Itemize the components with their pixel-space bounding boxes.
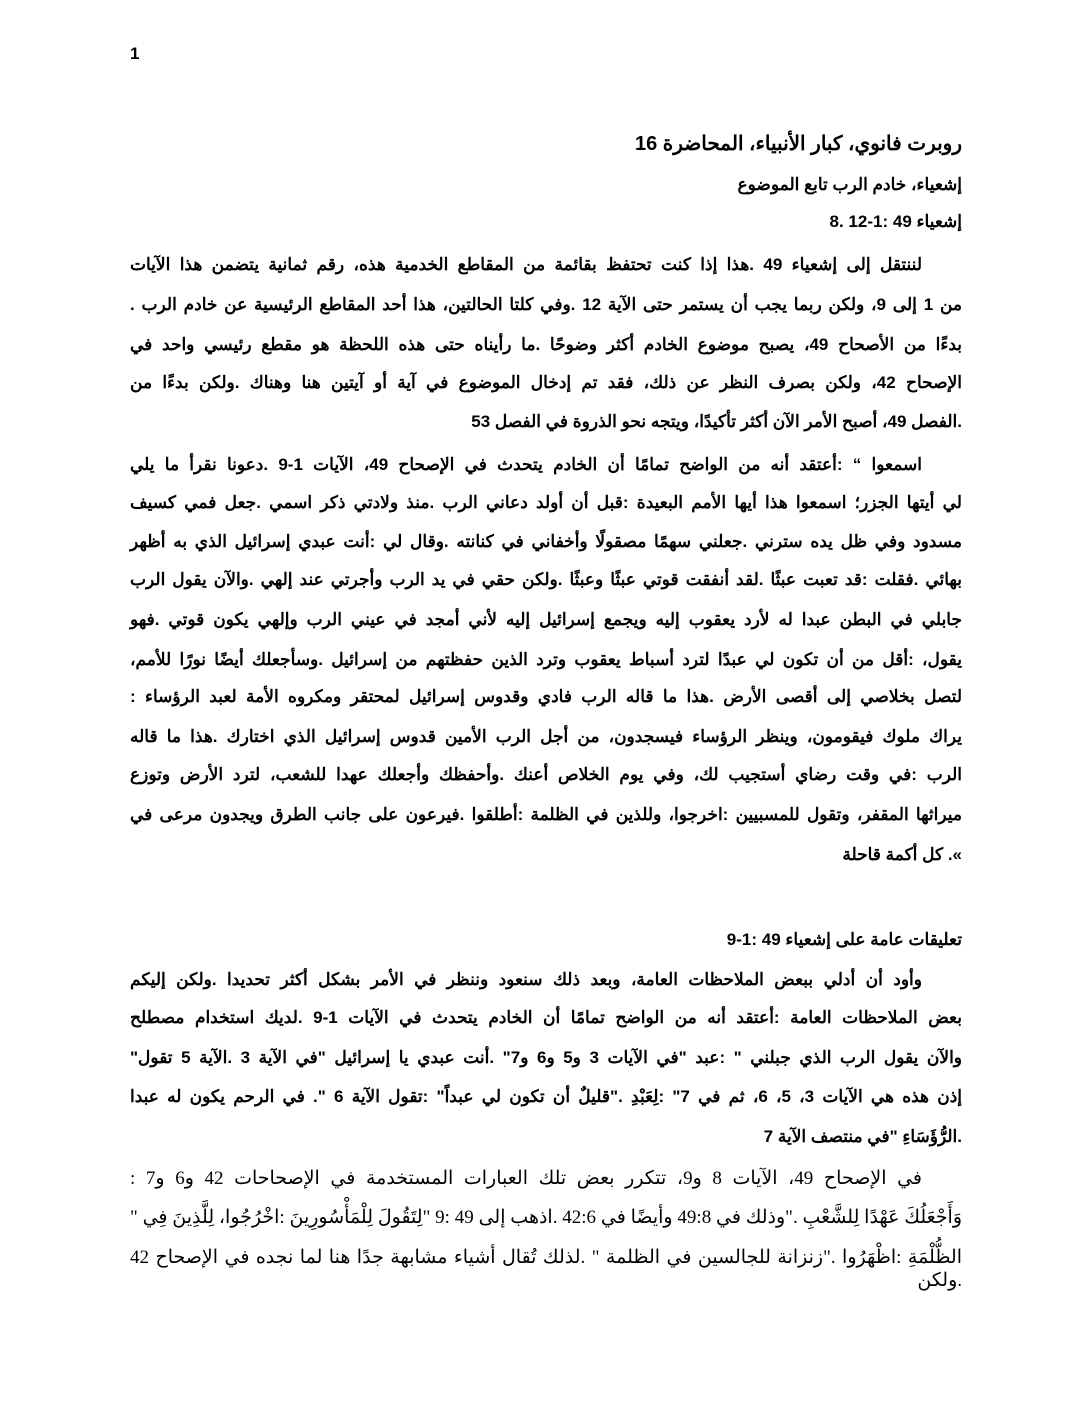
- text-line: جابلي في البطن عبدا له لأرد يعقوب إليه ويجمع إسرائيل إليه لأني أمجد في عيني الرب وإلهي يكون قوتي .فهو: [130, 610, 962, 629]
- text-line: .الفصل 49، أصبح الأمر الآن أكثر تأكيدًا، ويتجه نحو الذروة في الفصل 53: [471, 412, 962, 431]
- text-line: .الرُّؤَسَاءِ "في منتصف الآية 7: [763, 1127, 962, 1146]
- document-subtitle: إشعياء، خادم الرب تابع الموضوع: [737, 175, 962, 194]
- text-line: والآن يقول الرب الذي جبلني " :عبد "في الآيات 3 و5 و6 و7" .أنت عبدي يا إسرائيل "في الآية 3 .الآية 5 تقول": [130, 1048, 963, 1067]
- text-line: في الإصحاح 49، الآيات 8 و9، تتكرر بعض تلك العبارات المستخدمة في الإصحاحات 42 و6 و7 :: [130, 1168, 922, 1189]
- text-line: لتصل بخلاصي إلى أقصى الأرض .هذا ما قاله الرب فادي وقدوس إسرائيل لمحتقر ومكروه الأمة لعبد الرؤساء :: [130, 687, 962, 706]
- text-line: الرب :في وقت رضاي أستجيب لك، وفي يوم الخلاص أعنك .وأحفظك وأجعلك عهدا للشعب، لترد الأرض وتوزع: [130, 765, 962, 784]
- scripture-reference: إشعياء 49 :1-12 .8: [829, 212, 962, 231]
- text-line: بهائي .فقلت :قد تعبت عبثًا .لقد أنفقت قوتي عبثًا وعبثًا .ولكن حقي في يد الرب وأجرتي عند إلهي .والآن يقول الرب: [130, 570, 962, 589]
- section-heading: تعليقات عامة على إشعياء 49 :1-9: [726, 930, 962, 949]
- text-line: لننتقل إلى إشعياء 49 .هذا إذا كنت تحتفظ بقائمة من المقاطع الخدمية هذه، رقم ثمانية يتضمن هذا الآيات: [130, 255, 922, 274]
- text-line: يقول، :أقل من أن تكون لي عبدًا لترد أسباط يعقوب وترد الذين حفظتهم من إسرائيل .وسأجعلك أيضًا نورًا للأمم،: [130, 650, 962, 669]
- document-title: روبرت فانوي، كبار الأنبياء، المحاضرة 16: [634, 133, 962, 155]
- text-line: وَأَجْعَلُكَ عَهْدًا لِلشَّعْبِ ."وذلك في 49:8 وأيضًا في 42:6 .اذهب إلى 49 :9 "لِتَقُولَ لِلْمَأْسُورِينَ :اخْرُجُوا، لِلَّذِينَ فِي ": [130, 1207, 962, 1228]
- text-line: إذن هذه هي الآيات 3، 5، 6، ثم في 7" :لِعَبْدِ ."قليلٌ أن تكون لي عبداً" :تقول الآية 6 ". في الرحم يكون له عبدا: [130, 1087, 962, 1106]
- text-line: بدءًا من الأصحاح 49، يصبح موضوع الخادم أكثر وضوحًا .ما رأيناه حتى هذه اللحظة هو مقطع رئيسي واحد في: [130, 335, 962, 354]
- text-line: ميراثها المقفر، وتقول للمسبيين :اخرجوا، وللذين في الظلمة :أطلقوا .فيرعون على جانب الطرق ويجدون مرعى في: [130, 805, 962, 824]
- text-line: مسدود وفي ظل يده سترني .جعلني سهمًا مصقولًا وأخفاني في كنانته .وقال لي :أنت عبدي إسرائيل الذي به أظهر: [130, 532, 962, 551]
- page-number: 1: [130, 44, 140, 63]
- text-line: يراك ملوك فيقومون، وينظر الرؤساء فيسجدون، من أجل الرب الأمين قدوس إسرائيل الذي اختارك .هذا ما قاله: [130, 727, 962, 746]
- text-line: لي أيتها الجزر؛ اسمعوا هذا أيها الأمم البعيدة :قبل أن أولد دعاني الرب .منذ ولادتي ذكر اسمي .جعل فمي كسيف: [130, 493, 962, 512]
- text-line: من 1 إلى 9، ولكن ربما يجب أن يستمر حتى الآية 12 .وفي كلتا الحالتين، هذا أحد المقاطع الرئيسية عن خادم الرب .: [130, 295, 962, 314]
- text-line: اسمعوا “ :أعتقد أنه من الواضح تمامًا أن الخادم يتحدث في الإصحاح 49، الآيات 1-9 .دعونا نقرأ ما يلي: [130, 455, 922, 474]
- text-line: الظُّلْمَةِ :اظْهَرُوا ."زنزانة للجالسين في الظلمة " .لذلك تُقال أشياء مشابهة جدًا هنا لما نجده في الإصحاح 42 .ولكن: [130, 1247, 962, 1291]
- text-line: وأود أن أدلي ببعض الملاحظات العامة، وبعد ذلك سنعود وننظر في الأمر بشكل أكثر تحديدا .ولكن إليكم: [130, 970, 922, 989]
- text-line: الإصحاح 42، ولكن بصرف النظر عن ذلك، فقد تم إدخال الموضوع في آية أو آيتين هنا وهناك .ولكن بدءًا من: [130, 373, 962, 392]
- text-line: بعض الملاحظات العامة :أعتقد أنه من الواضح تمامًا أن الخادم يتحدث في الآيات 1-9 .لديك استخدام مصطلح: [130, 1008, 962, 1027]
- text-line: ». كل أكمة قاحلة: [842, 845, 962, 864]
